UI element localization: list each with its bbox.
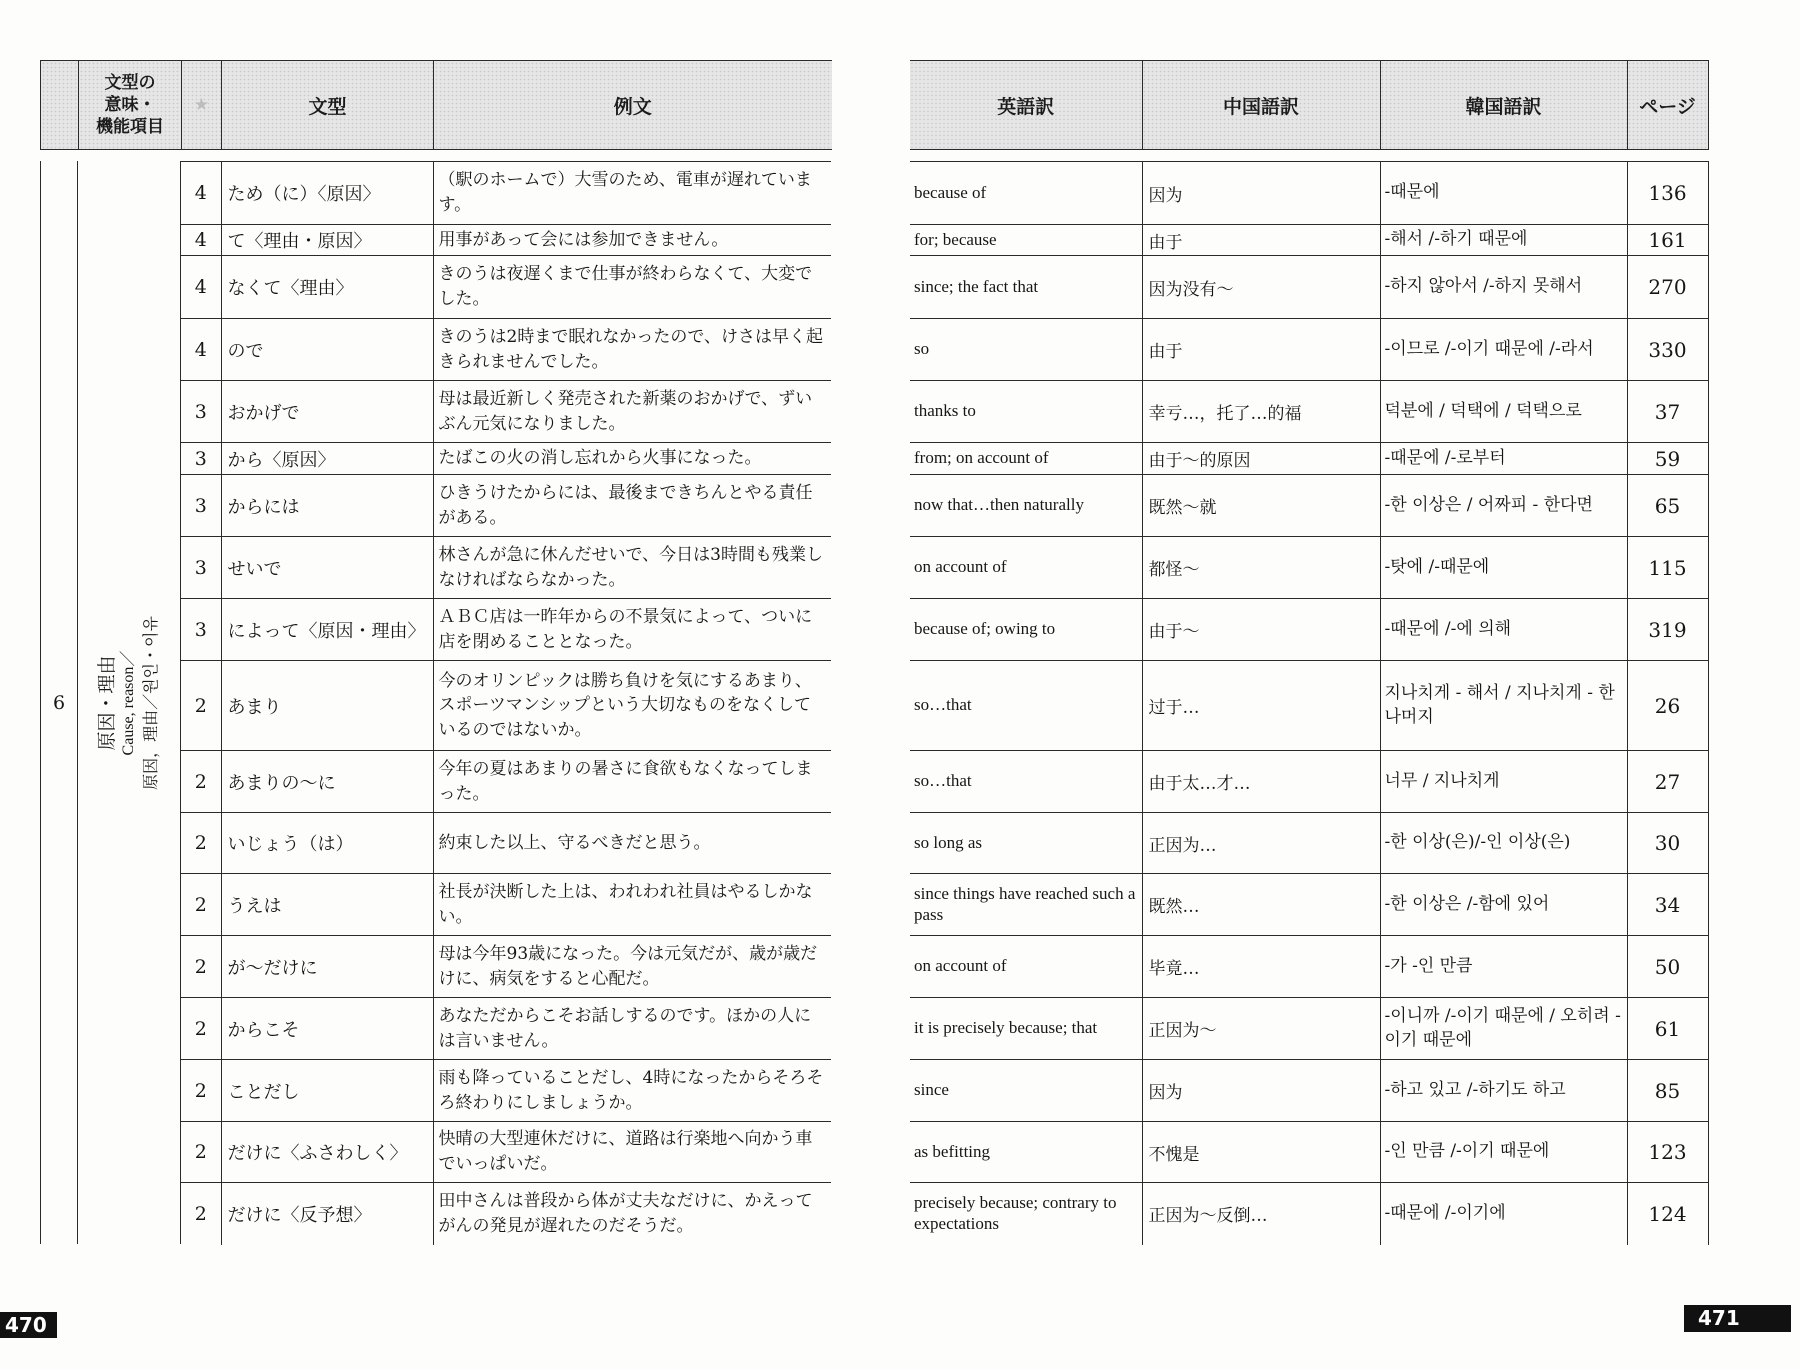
table-row (910, 874, 1708, 936)
left-table-header (40, 60, 832, 150)
page-cell: 270 (1627, 256, 1708, 319)
pattern-cell: ことだし (221, 1060, 433, 1122)
header-chinese: 中国語訳 (1142, 61, 1380, 150)
example-cell: 田中さんは普段から体が丈夫なだけに、かえってがんの発見が遅れたのだそうだ。 (433, 1183, 831, 1245)
page-cell: 27 (1627, 751, 1708, 813)
korean-cell: -한 이상(은)/-인 이상(은) (1380, 813, 1627, 874)
pattern-cell: なくて〈理由〉 (221, 256, 433, 319)
chinese-cell: 由于 (1142, 319, 1380, 381)
table-row (181, 874, 831, 936)
korean-cell: -해서 /-하기 때문에 (1380, 225, 1627, 256)
table-row (910, 443, 1708, 475)
example-cell: （駅のホームで）大雪のため、電車が遅れています。 (433, 162, 831, 225)
table-row (910, 599, 1708, 661)
example-cell: 社長が決断した上は、われわれ社員はやるしかない。 (433, 874, 831, 936)
group-label-cell (78, 161, 181, 1244)
chinese-cell: 正因为〜反倒… (1142, 1183, 1380, 1245)
level-cell: 2 (181, 751, 221, 813)
pattern-cell: あまり (221, 661, 433, 751)
table-row (910, 256, 1708, 319)
chinese-cell: 不愧是 (1142, 1122, 1380, 1183)
korean-cell: -때문에 (1380, 162, 1627, 225)
korean-cell: 지나치게 - 해서 / 지나치게 - 한 나머지 (1380, 661, 1627, 751)
example-cell: たばこの火の消し忘れから火事になった。 (433, 443, 831, 475)
page-cell: 59 (1627, 443, 1708, 475)
chinese-cell: 因为 (1142, 1060, 1380, 1122)
group-label-en: Cause, reason／ (120, 650, 137, 755)
table-row (181, 225, 831, 256)
example-cell: 林さんが急に休んだせいで、今日は3時間も残業しなければならなかった。 (433, 537, 831, 599)
level-cell: 4 (181, 225, 221, 256)
english-cell: because of (910, 162, 1142, 225)
chinese-cell: 由于 (1142, 225, 1380, 256)
level-cell: 4 (181, 162, 221, 225)
pattern-cell: ため（に）〈原因〉 (221, 162, 433, 225)
pattern-cell: あまりの〜に (221, 751, 433, 813)
pattern-cell: ので (221, 319, 433, 381)
header-star-icon: ★ (182, 61, 222, 150)
korean-cell: 너무 / 지나치게 (1380, 751, 1627, 813)
table-row (181, 813, 831, 874)
header-meaning: 文型の 意味・ 機能項目 (79, 61, 182, 150)
right-translation-table (910, 161, 1709, 1245)
example-cell: きのうは2時まで眠れなかったので、けさは早く起きられませんでした。 (433, 319, 831, 381)
page-number-right: 471 (1684, 1305, 1791, 1332)
korean-cell: -이므로 /-이기 때문에 /-라서 (1380, 319, 1627, 381)
example-cell: 雨も降っていることだし、4時になったからそろそろ終わりにしましょうか。 (433, 1060, 831, 1122)
pattern-cell: から〈原因〉 (221, 443, 433, 475)
table-row (910, 319, 1708, 381)
page-cell: 161 (1627, 225, 1708, 256)
right-table-header (910, 60, 1709, 150)
example-cell: 母は今年93歳になった。今は元気だが、歳が歳だけに、病気をすると心配だ。 (433, 936, 831, 998)
table-row (910, 936, 1708, 998)
pattern-cell: からには (221, 475, 433, 537)
group-label-ja: 原因・理由 (96, 654, 118, 751)
chinese-cell: 毕竟… (1142, 936, 1380, 998)
table-row (181, 256, 831, 319)
level-cell: 3 (181, 381, 221, 443)
level-cell: 3 (181, 443, 221, 475)
english-cell: it is precisely because; that (910, 998, 1142, 1060)
pattern-cell: せいで (221, 537, 433, 599)
page-cell: 26 (1627, 661, 1708, 751)
page-cell: 330 (1627, 319, 1708, 381)
pattern-cell: て〈理由・原因〉 (221, 225, 433, 256)
example-cell: 用事があって会には参加できません。 (433, 225, 831, 256)
pattern-cell: だけに〈ふさわしく〉 (221, 1122, 433, 1183)
table-row (181, 475, 831, 537)
chinese-cell: 由于〜的原因 (1142, 443, 1380, 475)
table-row (910, 1060, 1708, 1122)
table-row (181, 381, 831, 443)
korean-cell: -때문에 /-이기에 (1380, 1183, 1627, 1245)
example-cell: 快晴の大型連休だけに、道路は行楽地へ向かう車でいっぱいだ。 (433, 1122, 831, 1183)
english-cell: since; the fact that (910, 256, 1142, 319)
chinese-cell: 过于… (1142, 661, 1380, 751)
korean-cell: -때문에 /-로부터 (1380, 443, 1627, 475)
table-row (181, 162, 831, 225)
page-cell: 123 (1627, 1122, 1708, 1183)
english-cell: now that…then naturally (910, 475, 1142, 537)
group-number: 6 (52, 691, 66, 714)
page-cell: 61 (1627, 998, 1708, 1060)
korean-cell: -탓에 /-때문에 (1380, 537, 1627, 599)
korean-cell: -이니까 /-이기 때문에 / 오히려 - 이기 때문에 (1380, 998, 1627, 1060)
table-row (181, 1060, 831, 1122)
example-cell: ひきうけたからには、最後まできちんとやる責任がある。 (433, 475, 831, 537)
table-row (910, 475, 1708, 537)
header-english: 英語訳 (910, 61, 1142, 150)
level-cell: 2 (181, 1122, 221, 1183)
header-korean: 韓国語訳 (1380, 61, 1627, 150)
table-row (910, 225, 1708, 256)
pattern-cell: によって〈原因・理由〉 (221, 599, 433, 661)
english-cell: on account of (910, 936, 1142, 998)
header-group-number (41, 61, 79, 150)
page-cell: 37 (1627, 381, 1708, 443)
english-cell: from; on account of (910, 443, 1142, 475)
header-pattern: 文型 (222, 61, 434, 150)
page-cell: 136 (1627, 162, 1708, 225)
pattern-cell: だけに〈反予想〉 (221, 1183, 433, 1245)
example-cell: 約束した以上、守るべきだと思う。 (433, 813, 831, 874)
table-row (181, 443, 831, 475)
korean-cell: -하고 있고 /-하기도 하고 (1380, 1060, 1627, 1122)
level-cell: 2 (181, 1060, 221, 1122)
left-grammar-table (181, 161, 831, 1245)
example-cell: ＡＢＣ店は一昨年からの不景気によって、ついに店を閉めることとなった。 (433, 599, 831, 661)
page-cell: 34 (1627, 874, 1708, 936)
level-cell: 2 (181, 661, 221, 751)
page-cell: 124 (1627, 1183, 1708, 1245)
example-cell: 今年の夏はあまりの暑さに食欲もなくなってしまった。 (433, 751, 831, 813)
korean-cell: -한 이상은 /-함에 있어 (1380, 874, 1627, 936)
table-row (181, 936, 831, 998)
korean-cell: -한 이상은 / 어짜피 - 한다면 (1380, 475, 1627, 537)
english-cell: thanks to (910, 381, 1142, 443)
chinese-cell: 既然〜就 (1142, 475, 1380, 537)
example-cell: あなただからこそお話しするのです。ほかの人には言いません。 (433, 998, 831, 1060)
group-label (96, 616, 162, 790)
table-row (910, 813, 1708, 874)
page-cell: 30 (1627, 813, 1708, 874)
table-row (910, 1183, 1708, 1245)
table-row (181, 1183, 831, 1245)
table-row (910, 162, 1708, 225)
chinese-cell: 正因为… (1142, 813, 1380, 874)
chinese-cell: 幸亏…，托了…的福 (1142, 381, 1380, 443)
pattern-cell: が〜だけに (221, 936, 433, 998)
table-row (910, 751, 1708, 813)
chinese-cell: 由于〜 (1142, 599, 1380, 661)
english-cell: so (910, 319, 1142, 381)
korean-cell: 덕분에 / 덕택에 / 덕택으로 (1380, 381, 1627, 443)
table-row (910, 1122, 1708, 1183)
table-row (181, 751, 831, 813)
header-page: ページ (1627, 61, 1708, 150)
table-row (910, 537, 1708, 599)
table-row (910, 998, 1708, 1060)
english-cell: for; because (910, 225, 1142, 256)
page-cell: 115 (1627, 537, 1708, 599)
korean-cell: -때문에 /-에 의해 (1380, 599, 1627, 661)
chinese-cell: 因为 (1142, 162, 1380, 225)
table-row (181, 998, 831, 1060)
pattern-cell: うえは (221, 874, 433, 936)
table-row (181, 661, 831, 751)
table-row (181, 319, 831, 381)
level-cell: 4 (181, 256, 221, 319)
level-cell: 2 (181, 998, 221, 1060)
page-cell: 65 (1627, 475, 1708, 537)
table-row (910, 661, 1708, 751)
english-cell: precisely because; contrary to expectations (910, 1183, 1142, 1245)
pattern-cell: おかげで (221, 381, 433, 443)
pattern-cell: からこそ (221, 998, 433, 1060)
level-cell: 3 (181, 475, 221, 537)
level-cell: 2 (181, 874, 221, 936)
english-cell: as befitting (910, 1122, 1142, 1183)
english-cell: because of; owing to (910, 599, 1142, 661)
table-row (181, 599, 831, 661)
header-example: 例文 (434, 61, 832, 150)
page-cell: 50 (1627, 936, 1708, 998)
english-cell: so…that (910, 751, 1142, 813)
english-cell: so…that (910, 661, 1142, 751)
group-label-zh-ko: 原因，理由／원인・이유 (141, 615, 160, 790)
page-cell: 319 (1627, 599, 1708, 661)
level-cell: 2 (181, 1183, 221, 1245)
table-row (910, 381, 1708, 443)
page-cell: 85 (1627, 1060, 1708, 1122)
example-cell: 母は最近新しく発売された新薬のおかげで、ずいぶん元気になりました。 (433, 381, 831, 443)
page-number-left: 470 (0, 1312, 57, 1338)
level-cell: 3 (181, 599, 221, 661)
level-cell: 2 (181, 936, 221, 998)
level-cell: 2 (181, 813, 221, 874)
table-row (181, 537, 831, 599)
level-cell: 4 (181, 319, 221, 381)
pattern-cell: いじょう（は） (221, 813, 433, 874)
english-cell: so long as (910, 813, 1142, 874)
chinese-cell: 因为没有〜 (1142, 256, 1380, 319)
level-cell: 3 (181, 537, 221, 599)
korean-cell: -하지 않아서 /-하지 못해서 (1380, 256, 1627, 319)
example-cell: 今のオリンピックは勝ち負けを気にするあまり、スポーツマンシップという大切なものをなくしているのではないか。 (433, 661, 831, 751)
chinese-cell: 都怪〜 (1142, 537, 1380, 599)
korean-cell: -가 -인 만큼 (1380, 936, 1627, 998)
table-row (181, 1122, 831, 1183)
english-cell: on account of (910, 537, 1142, 599)
example-cell: きのうは夜遅くまで仕事が終わらなくて、大変でした。 (433, 256, 831, 319)
chinese-cell: 既然… (1142, 874, 1380, 936)
chinese-cell: 正因为〜 (1142, 998, 1380, 1060)
korean-cell: -인 만큼 /-이기 때문에 (1380, 1122, 1627, 1183)
english-cell: since things have reached such a pass (910, 874, 1142, 936)
chinese-cell: 由于太…才… (1142, 751, 1380, 813)
group-number-cell (40, 161, 78, 1244)
english-cell: since (910, 1060, 1142, 1122)
